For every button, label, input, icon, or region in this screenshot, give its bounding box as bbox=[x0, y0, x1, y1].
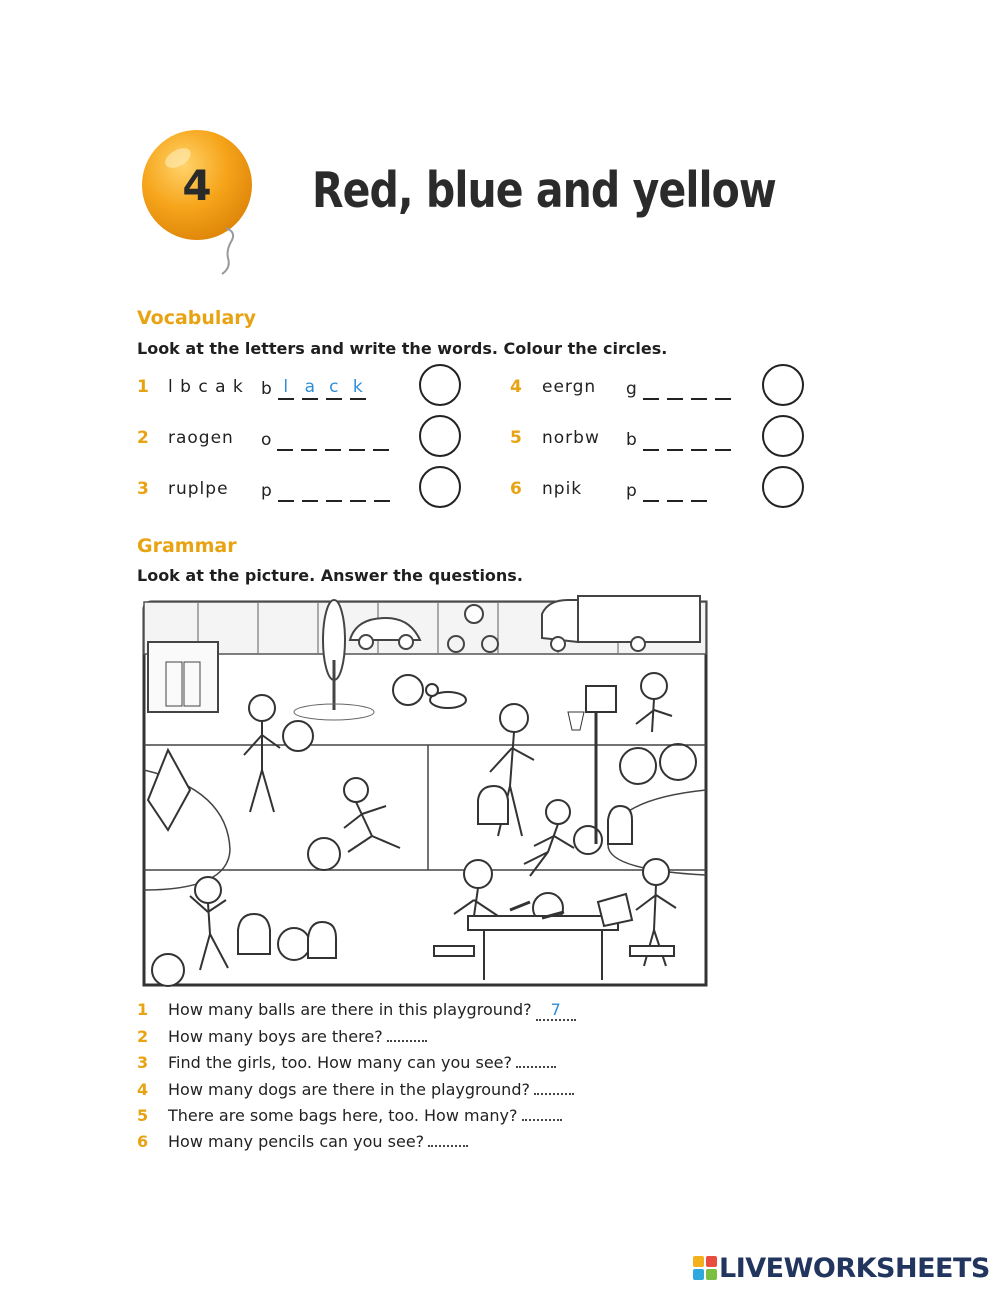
question-row bbox=[137, 998, 576, 1022]
answer-blank[interactable] bbox=[261, 425, 397, 451]
answer-field[interactable] bbox=[534, 1077, 574, 1095]
question-row bbox=[137, 1129, 468, 1153]
letter-slot[interactable] bbox=[715, 427, 731, 451]
answer-field[interactable] bbox=[516, 1050, 556, 1068]
liveworksheets-logo-icon bbox=[693, 1256, 717, 1280]
letter-slot[interactable] bbox=[691, 478, 707, 502]
first-letter: b bbox=[626, 430, 637, 450]
page-title: Red, blue and yellow bbox=[312, 162, 776, 219]
letter-slot[interactable] bbox=[667, 478, 683, 502]
answer-field[interactable] bbox=[428, 1129, 468, 1147]
question-number: 1 bbox=[137, 1000, 149, 1019]
letter-slot[interactable] bbox=[277, 427, 293, 451]
playground-picture bbox=[138, 590, 714, 988]
vocab-item-number: 1 bbox=[137, 377, 149, 397]
letter-slot[interactable] bbox=[302, 478, 318, 502]
colour-circle[interactable] bbox=[762, 415, 804, 457]
colour-circle[interactable] bbox=[419, 415, 461, 457]
letter-slot[interactable] bbox=[715, 376, 731, 400]
vocab-item-number: 2 bbox=[137, 428, 149, 448]
question-text: How many pencils can you see? bbox=[168, 1132, 425, 1151]
letter-slot[interactable]: k bbox=[350, 376, 366, 400]
answer-blank[interactable] bbox=[261, 476, 398, 502]
vocab-item-number: 3 bbox=[137, 479, 149, 499]
letter-slot[interactable] bbox=[643, 478, 659, 502]
first-letter: p bbox=[261, 481, 272, 501]
answer-field[interactable] bbox=[387, 1024, 427, 1042]
logo-text: LIVEWORKSHEETS bbox=[719, 1252, 990, 1284]
first-letter: o bbox=[261, 430, 272, 450]
question-text: How many balls are there in this playground? bbox=[168, 1000, 532, 1019]
question-row bbox=[137, 1050, 556, 1074]
question-text: Find the girls, too. How many can you see? bbox=[168, 1053, 512, 1073]
vocabulary-instruction: Look at the letters and write the words. Colour the circles. bbox=[137, 339, 668, 358]
scrambled-letters: l b c a k bbox=[168, 377, 244, 397]
answer-field[interactable] bbox=[522, 1103, 562, 1121]
scrambled-letters: raogen bbox=[168, 428, 234, 448]
question-number: 4 bbox=[137, 1079, 149, 1099]
question-number: 6 bbox=[137, 1132, 149, 1151]
scrambled-letters: norbw bbox=[542, 428, 600, 448]
answer-field[interactable]: 7 bbox=[536, 1003, 576, 1021]
letter-slot[interactable] bbox=[278, 478, 294, 502]
letter-slot[interactable] bbox=[349, 427, 365, 451]
vocab-item-number: 6 bbox=[510, 479, 522, 499]
question-row bbox=[137, 1103, 562, 1127]
vocab-item-number: 5 bbox=[510, 428, 522, 448]
letter-slot[interactable] bbox=[643, 376, 659, 400]
letter-slot[interactable] bbox=[667, 376, 683, 400]
liveworksheets-logo bbox=[693, 1253, 990, 1283]
letter-slot[interactable] bbox=[643, 427, 659, 451]
unit-number: 4 bbox=[182, 161, 212, 210]
letter-slot[interactable] bbox=[691, 427, 707, 451]
letter-slot[interactable] bbox=[691, 376, 707, 400]
colour-circle[interactable] bbox=[762, 364, 804, 406]
question-text: There are some bags here, too. How many? bbox=[168, 1105, 518, 1125]
letter-slot[interactable] bbox=[373, 427, 389, 451]
question-number: 3 bbox=[137, 1053, 149, 1073]
question-row bbox=[137, 1077, 574, 1101]
letter-slot[interactable]: c bbox=[326, 376, 342, 400]
letter-slot[interactable] bbox=[301, 427, 317, 451]
grammar-instruction: Look at the picture. Answer the questions. bbox=[137, 566, 523, 585]
vocabulary-heading: Vocabulary bbox=[137, 307, 257, 329]
question-number: 2 bbox=[137, 1027, 149, 1047]
scrambled-letters: eergn bbox=[542, 377, 597, 397]
grammar-heading: Grammar bbox=[137, 535, 237, 557]
first-letter: p bbox=[626, 481, 637, 501]
answer-blank[interactable] bbox=[626, 425, 739, 451]
first-letter: b bbox=[261, 379, 272, 399]
letter-slot[interactable] bbox=[325, 427, 341, 451]
scrambled-letters: ruplpe bbox=[168, 479, 229, 499]
question-number: 5 bbox=[137, 1105, 149, 1125]
letter-slot[interactable]: a bbox=[302, 376, 318, 400]
letter-slot[interactable] bbox=[374, 478, 390, 502]
letter-slot[interactable] bbox=[350, 478, 366, 502]
colour-circle[interactable] bbox=[762, 466, 804, 508]
colour-circle[interactable] bbox=[419, 364, 461, 406]
unit-balloon-icon bbox=[140, 128, 260, 283]
answer-blank[interactable] bbox=[626, 476, 715, 502]
answer-blank[interactable] bbox=[261, 374, 374, 400]
letter-slot[interactable] bbox=[667, 427, 683, 451]
scrambled-letters: npik bbox=[542, 479, 583, 499]
first-letter: g bbox=[626, 379, 637, 399]
colour-circle[interactable] bbox=[419, 466, 461, 508]
letter-slot[interactable]: l bbox=[278, 376, 294, 400]
vocab-item-number: 4 bbox=[510, 377, 522, 397]
question-row bbox=[137, 1024, 427, 1048]
question-text: How many boys are there? bbox=[168, 1027, 383, 1047]
answer-blank[interactable] bbox=[626, 374, 739, 400]
letter-slot[interactable] bbox=[326, 478, 342, 502]
question-text: How many dogs are there in the playground? bbox=[168, 1079, 530, 1099]
